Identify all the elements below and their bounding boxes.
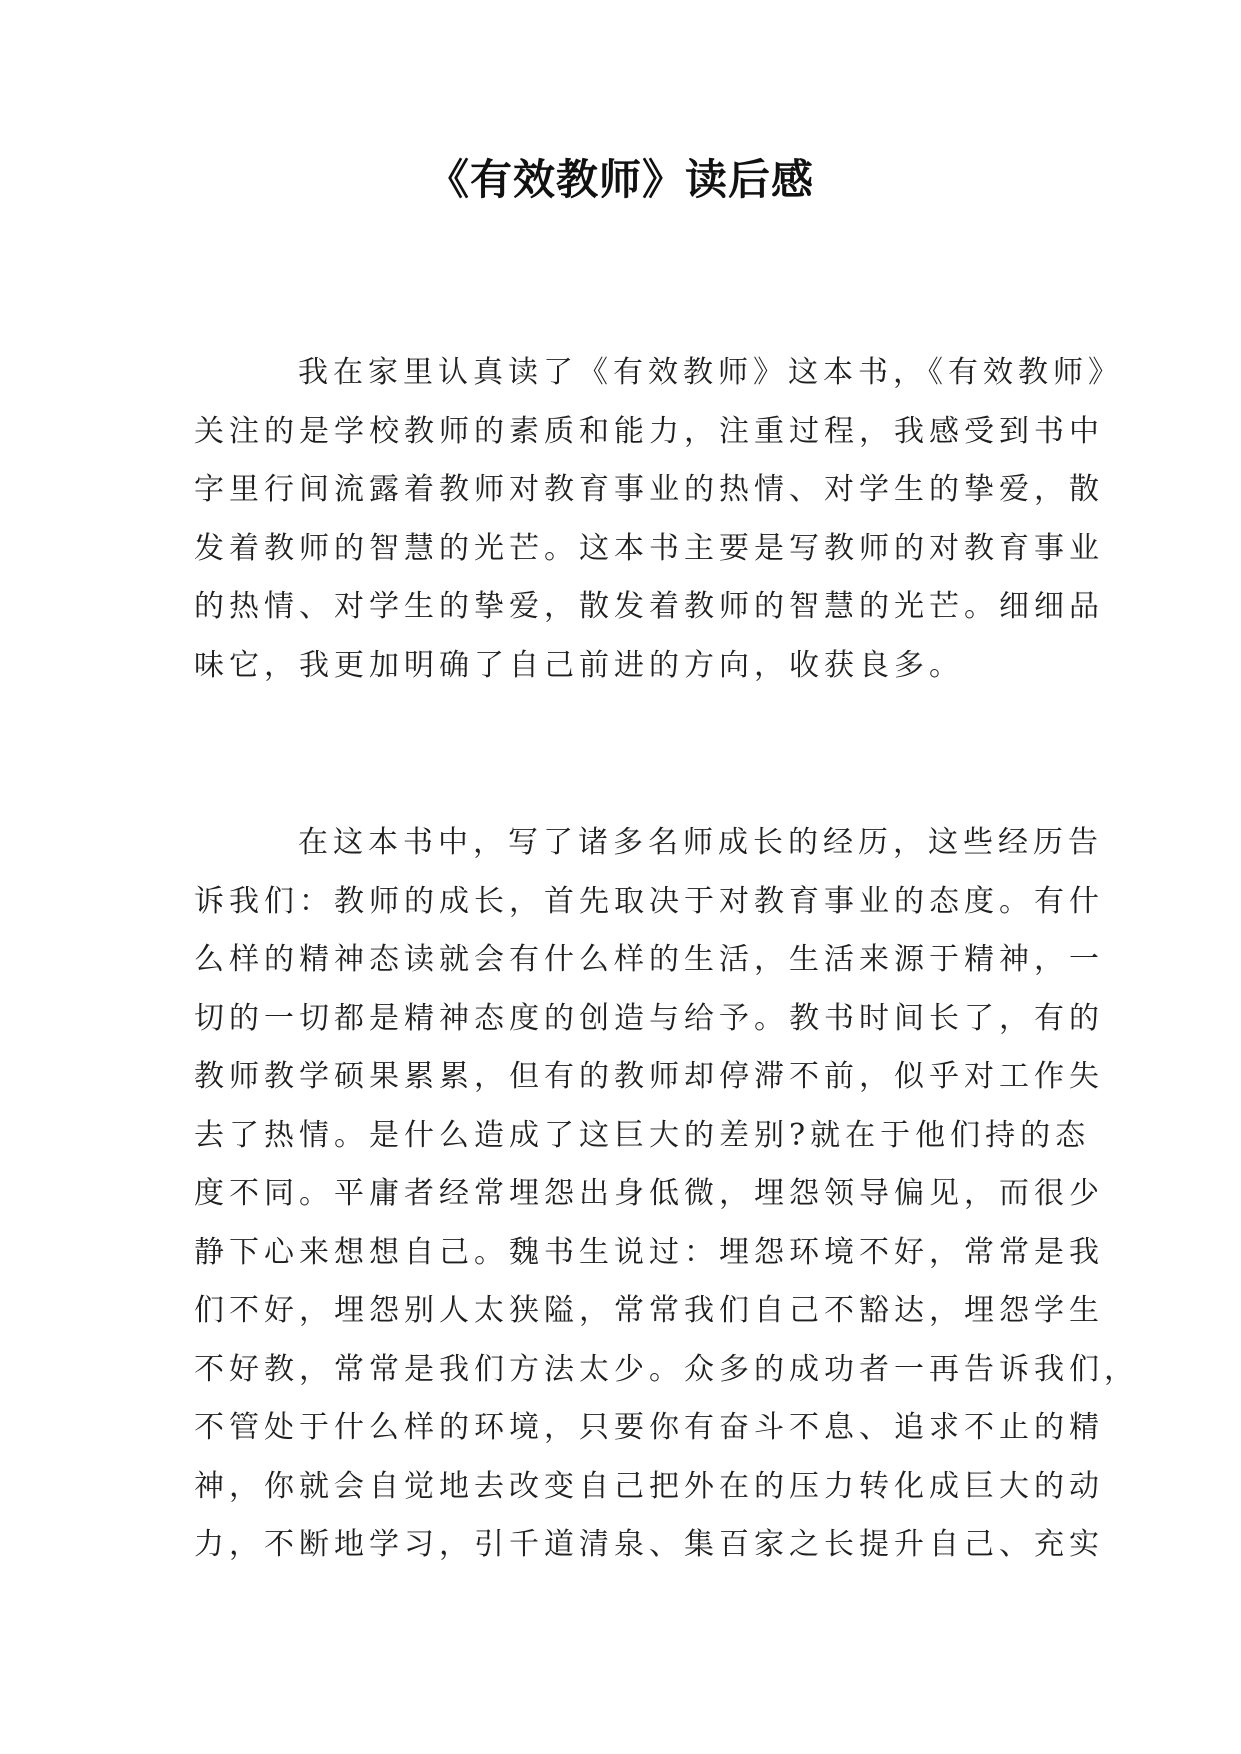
paragraph-line: 发着教师的智慧的光芒。这本书主要是写教师的对教育事业	[194, 530, 1104, 566]
paragraph-line: 么样的精神态读就会有什么样的生活，生活来源于精神，一	[194, 942, 1104, 977]
paragraph-2	[194, 814, 1139, 1575]
paragraph-line: 力，不断地学习，引千道清泉、集百家之长提升自己、充实	[194, 1527, 1104, 1562]
paragraph-line: 切的一切都是精神态度的创造与给予。教书时间长了，有的	[194, 1000, 1104, 1036]
paragraph-line: 神，你就会自觉地去改变自己把外在的压力转化成巨大的动	[194, 1468, 1104, 1504]
paragraph-line: 不好教，常常是我们方法太少。众多的成功者一再告诉我们，	[194, 1351, 1139, 1387]
paragraph-line: 诉我们：教师的成长，首先取决于对教育事业的态度。有什	[194, 883, 1104, 919]
paragraph-1	[194, 344, 1123, 695]
document-title: 《有效教师》读后感	[426, 155, 814, 204]
paragraph-line: 我在家里认真读了《有效教师》这本书，《有效教师》	[298, 355, 1123, 390]
paragraph-line: 字里行间流露着教师对教育事业的热情、对学生的挚爱，散	[194, 472, 1104, 507]
paragraph-line: 味它，我更加明确了自己前进的方向，收获良多。	[194, 647, 964, 683]
paragraph-line: 们不好，埋怨别人太狭隘，常常我们自己不豁达，埋怨学生	[194, 1293, 1104, 1328]
paragraph-line: 关注的是学校教师的素质和能力，注重过程，我感受到书中	[194, 413, 1104, 449]
paragraph-line: 在这本书中，写了诸多名师成长的经历，这些经历告	[298, 825, 1103, 860]
paragraph-line: 去了热情。是什么造成了这巨大的差别?就在于他们持的态	[194, 1117, 1091, 1153]
paragraph-line: 的热情、对学生的挚爱，散发着教师的智慧的光芒。细细品	[194, 589, 1104, 624]
paragraph-line: 度不同。平庸者经常埋怨出身低微，埋怨领导偏见，而很少	[194, 1176, 1104, 1211]
paragraph-line: 教师教学硕果累累，但有的教师却停滞不前，似乎对工作失	[194, 1059, 1104, 1094]
paragraph-line: 静下心来想想自己。魏书生说过：埋怨环境不好，常常是我	[194, 1234, 1104, 1270]
paragraph-line: 不管处于什么样的环境，只要你有奋斗不息、追求不止的精	[194, 1410, 1104, 1445]
